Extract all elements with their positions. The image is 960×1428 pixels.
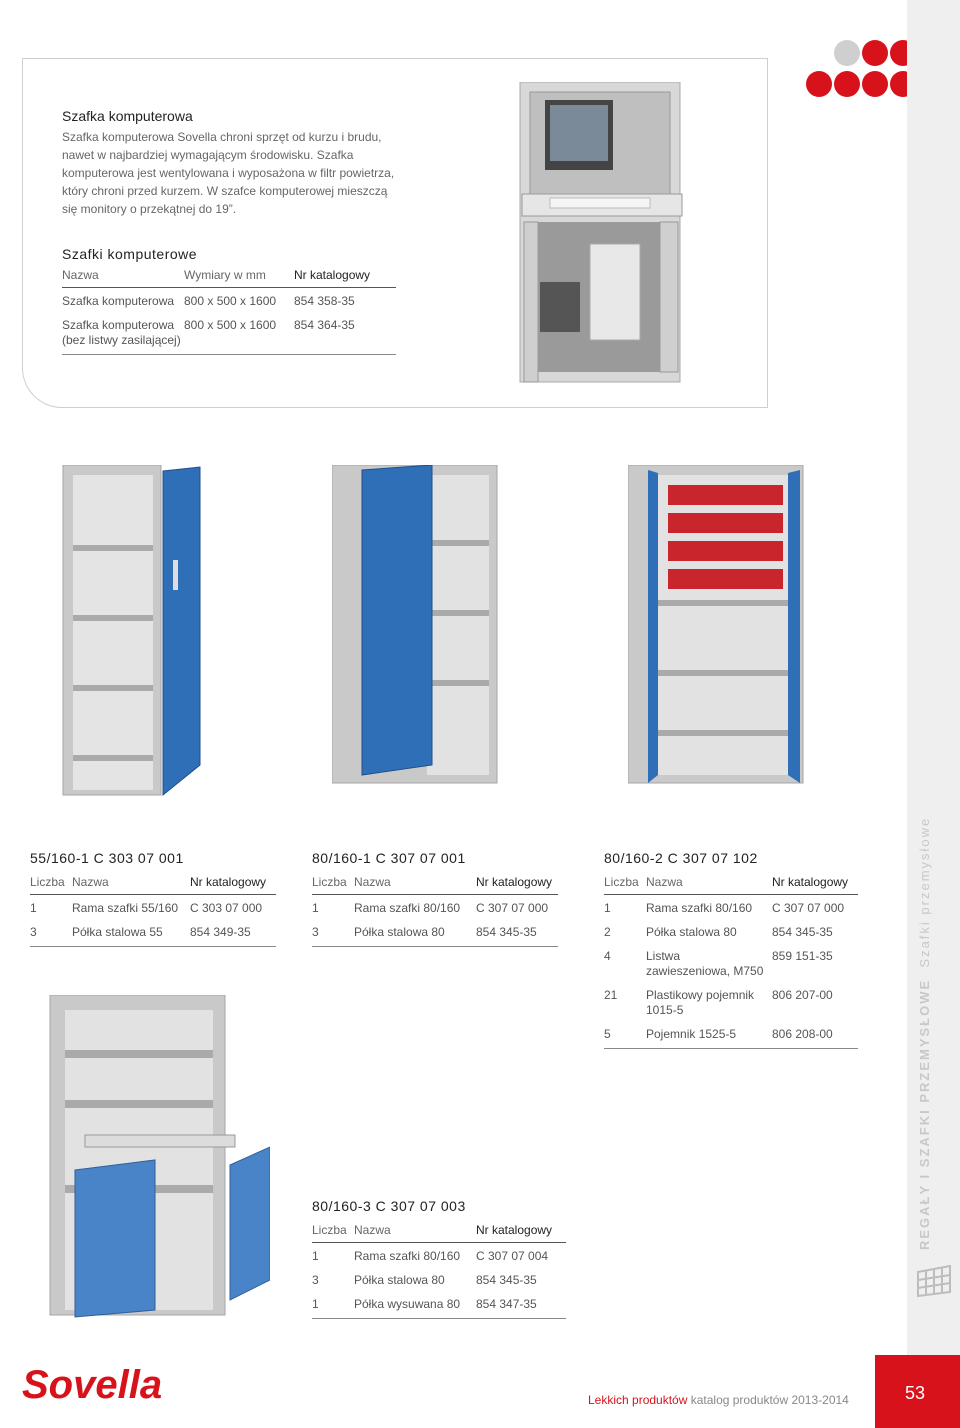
product-table: Liczba Nazwa Nr katalogowy 1 Rama szafki 55/160 C 303 07 000 3 Półka stalowa 55 854 349-35: [30, 871, 276, 947]
table-row: 1 Rama szafki 55/160 C 303 07 000: [30, 901, 263, 915]
product-table: Liczba Nazwa Nr katalogowy 1 Rama szafki 80/160 C 307 07 000 3 Półka stalowa 80 854 345-35: [312, 871, 558, 947]
table-row: 1 Rama szafki 80/160 C 307 07 000: [312, 901, 549, 915]
table-row: 4 Listwa zawieszeniowa, M750 859 151-35: [604, 949, 833, 978]
table-row: Szafka komputerowa (bez listwy zasilającej) 800 x 500 x 1600 854 364-35: [62, 312, 396, 355]
table-row: 1 Rama szafki 80/160 C 307 07 000: [604, 901, 845, 915]
product-title: 80/160-1 C 307 07 001: [312, 850, 466, 866]
cabinet-80-160-2-image: [628, 465, 808, 785]
table-row: Szafka komputerowa 800 x 500 x 1600 854 358-35: [62, 294, 355, 308]
footer-note: Lekkich produktów katalog produktów 2013-2014: [588, 1393, 849, 1407]
col-catalog: Nr katalogowy: [294, 264, 396, 288]
table-row: 2 Półka stalowa 80 854 345-35: [604, 925, 833, 939]
cabinet-55-160-1-image: [55, 465, 205, 800]
table-row: 3 Półka stalowa 80 854 345-35: [312, 919, 558, 947]
intro-title: Szafka komputerowa: [62, 108, 193, 124]
svg-text:Sovella: Sovella: [22, 1365, 163, 1405]
page-number-box: [875, 1355, 960, 1428]
col-name: Nazwa: [62, 264, 184, 288]
cabinet-80-160-1-image: [332, 465, 502, 785]
product-title: 55/160-1 C 303 07 001: [30, 850, 184, 866]
product-title: 80/160-2 C 307 07 102: [604, 850, 758, 866]
sovella-logo: [22, 1365, 187, 1405]
intro-frame-right: [767, 58, 768, 408]
intro-text: Szafka komputerowa Sovella chroni sprzęt od kurzu i brudu, nawet w najbardziej wymagającym środowisku. Szafka komputerowa jest wentylowana i wyposażona w filtr powietrza, który chroni przed kurzem. W szafce komputerowej mieszczą się monitory o przekątnej do 19”.: [62, 130, 395, 216]
product-table: Liczba Nazwa Nr katalogowy 1 Rama szafki 80/160 C 307 07 004 3 Półka stalowa 80 854 345-35 1 Półka wysuwana 80 854 347-35: [312, 1219, 566, 1319]
side-label: REGAŁY I SZAFKI PRZEMYSŁOWE Szafki przemysłowe: [917, 816, 932, 1250]
table-row: 1 Rama szafki 80/160 C 307 07 004: [312, 1249, 549, 1263]
table-row: 1 Półka wysuwana 80 854 347-35: [312, 1291, 566, 1319]
intro-frame-top: [22, 58, 768, 59]
table-row: 3 Półka stalowa 55 854 349-35: [30, 919, 276, 947]
product-table: Liczba Nazwa Nr katalogowy 1 Rama szafki 80/160 C 307 07 000 2 Półka stalowa 80 854 345-35 4 Listwa zawieszeniowa, M750 859 151-35 21 Plastikowy pojemnik 1015-5 806 207-00 5 Pojemnik 1525-5 806 208-00: [604, 871, 858, 1049]
table-row: 5 Pojemnik 1525-5 806 208-00: [604, 1021, 858, 1049]
col-dims: Wymiary w mm: [184, 264, 294, 288]
page-number: 53: [905, 1383, 926, 1403]
table-row: 21 Plastikowy pojemnik 1015-5 806 207-00: [604, 988, 833, 1017]
computer-table: [62, 264, 396, 355]
table-row: 3 Półka stalowa 80 854 345-35: [312, 1273, 537, 1287]
cabinet-80-160-3-image: [45, 995, 270, 1320]
computer-table-title: Szafki komputerowe: [62, 246, 198, 262]
shelf-rack-icon: [914, 1262, 954, 1298]
product-title: 80/160-3 C 307 07 003: [312, 1198, 466, 1214]
computer-cabinet-image: [510, 82, 690, 388]
